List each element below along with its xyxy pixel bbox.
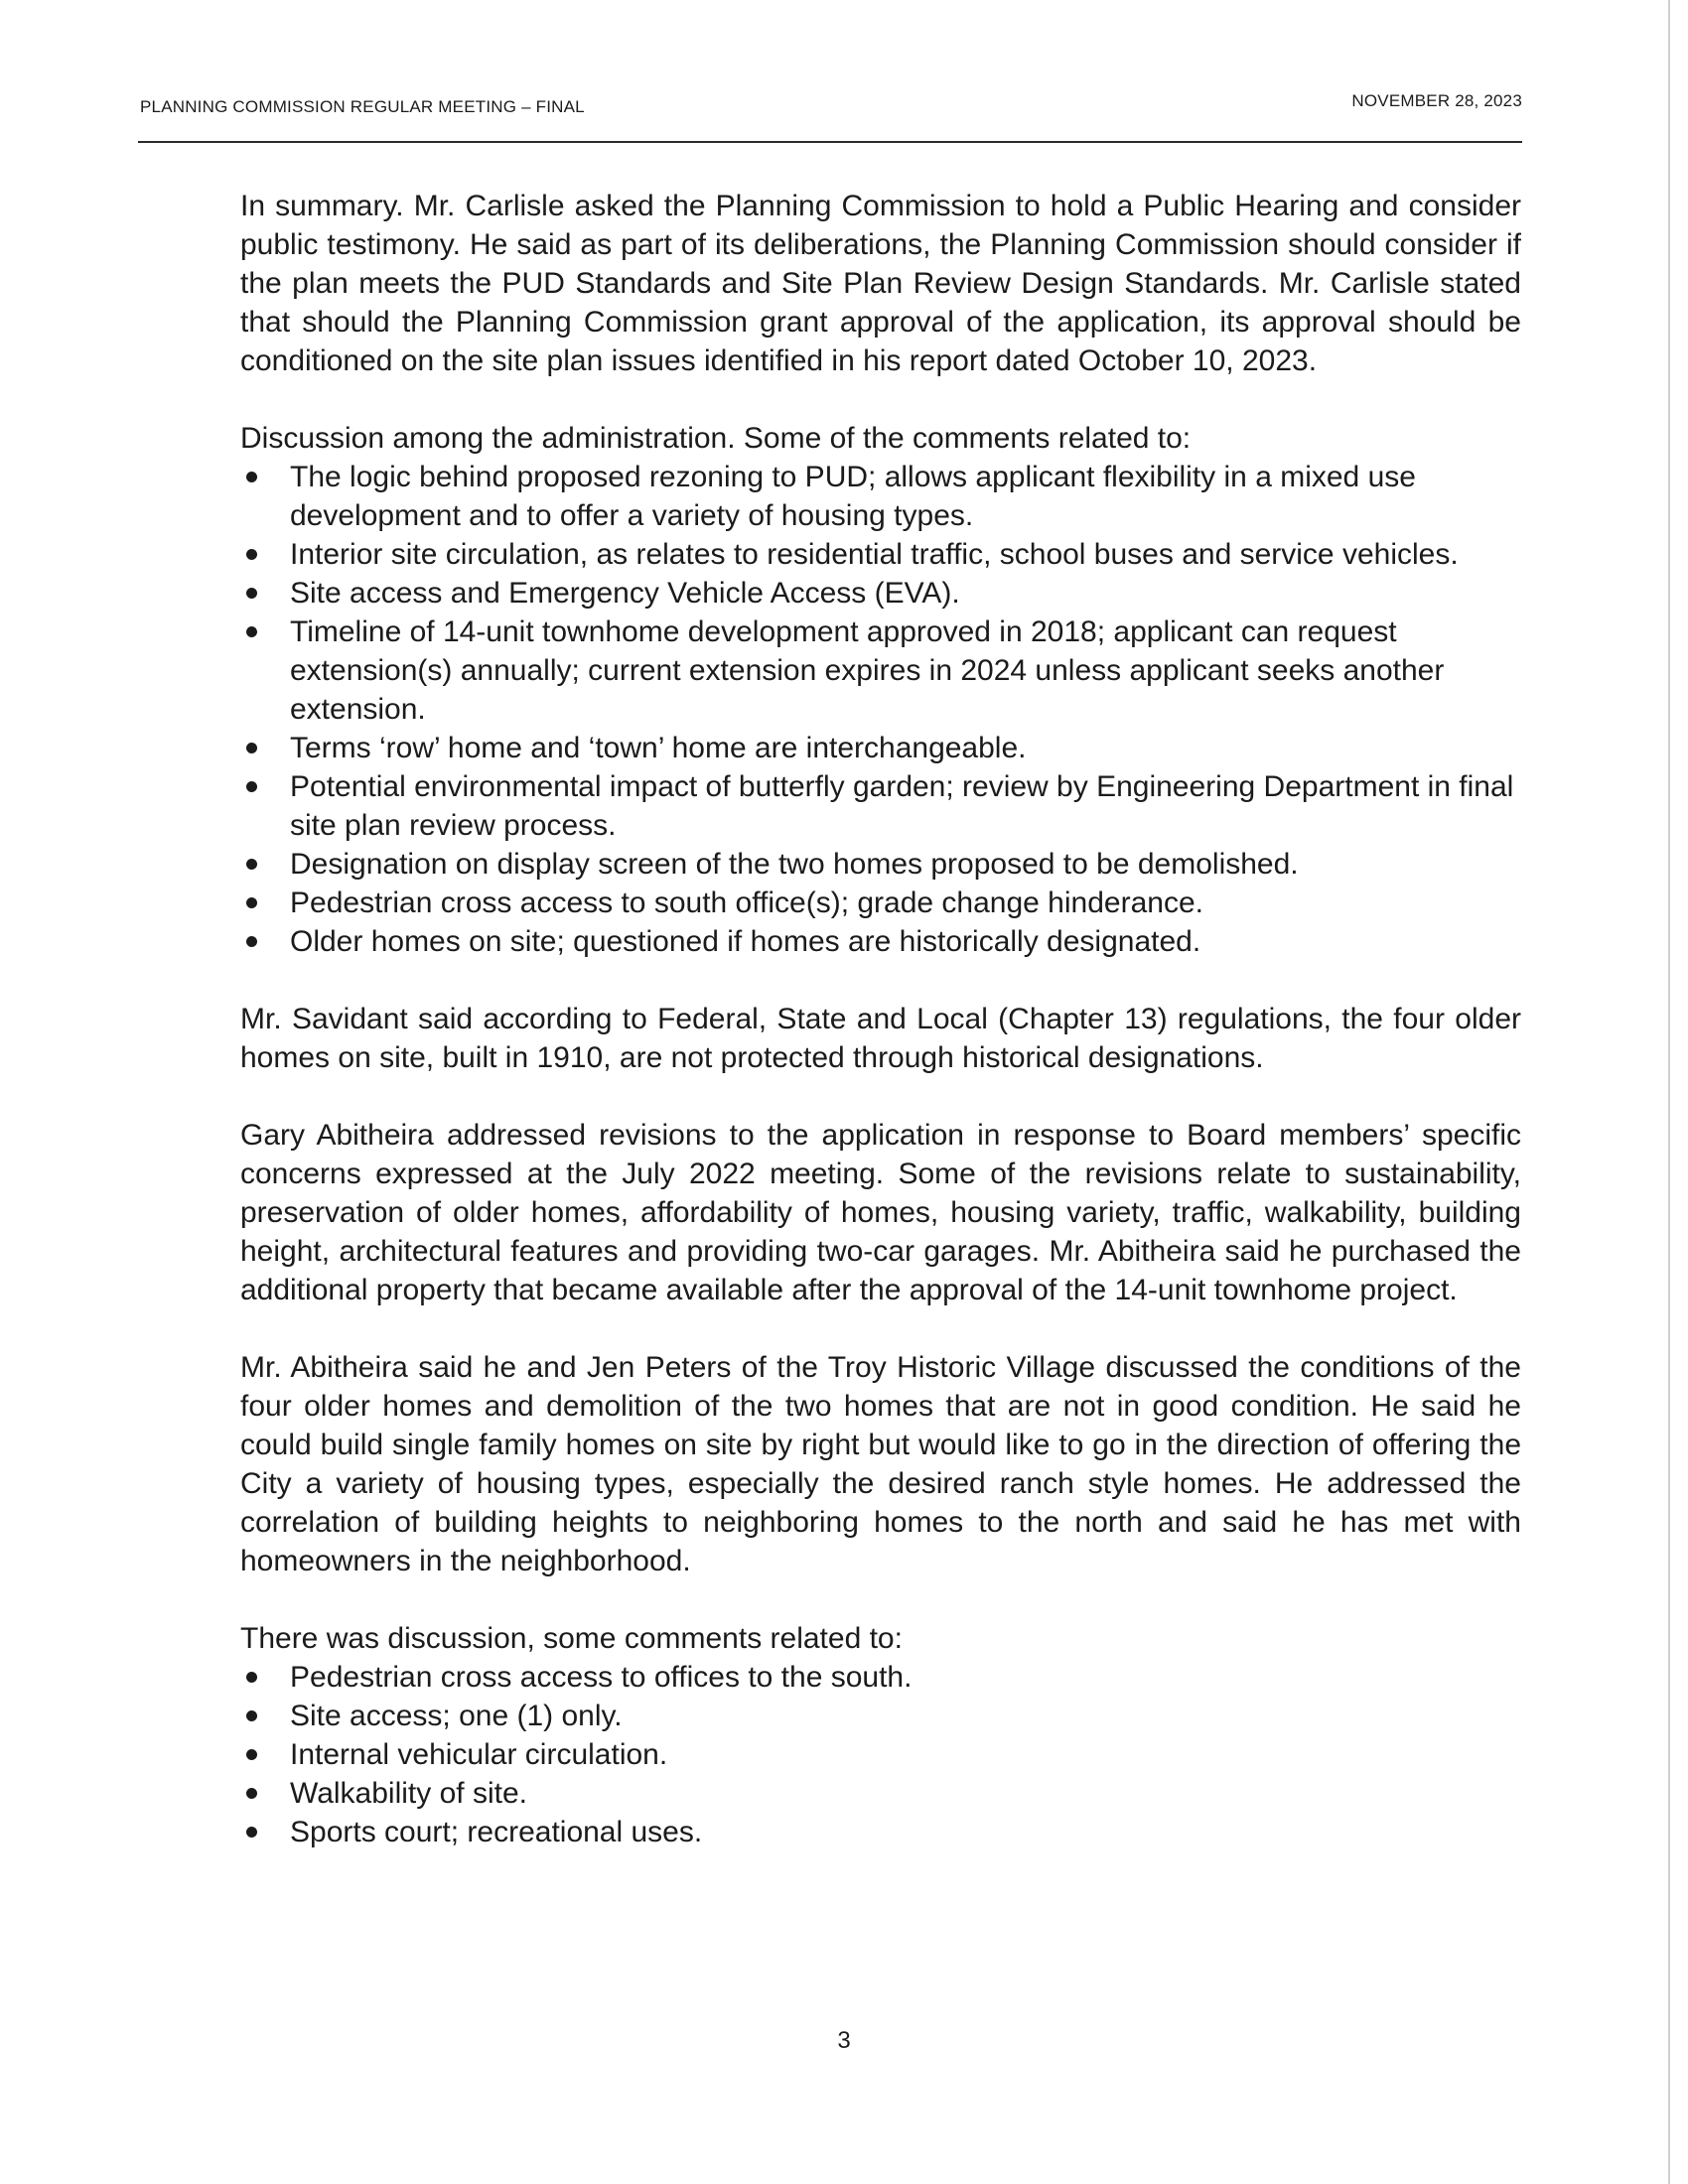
bullet-icon [246, 588, 257, 599]
summary-paragraph: In summary. Mr. Carlisle asked the Planning Commission to hold a Public Hearing and consider public testimony. He said as part of its deliberations, the Planning Commission should consider if the plan meets the PUD Standards and Site Plan Review Design Standards. Mr. Carlisle stated that should the Planning Commission grant approval of the application, its approval should be conditioned on the site plan issues identified in his report dated October 10, 2023. [240, 190, 1521, 377]
bullet-icon [246, 626, 257, 637]
list-item-text: Timeline of 14-unit townhome development approved in 2018; applicant can request extension(s) annually; current extension expires in 2024 unless applicant seeks another extension. [290, 615, 1445, 726]
list-item [240, 574, 1521, 613]
list-item [240, 1813, 1521, 1851]
list-item-text: Potential environmental impact of butterfly garden; review by Engineering Department in final site plan review process. [290, 770, 1514, 842]
list-item [240, 458, 1521, 535]
page-number: 3 [837, 2027, 851, 2054]
bullet-icon [246, 936, 257, 947]
administration-comments-list [240, 458, 1521, 961]
list-item [240, 884, 1521, 922]
list-item [240, 613, 1521, 729]
bullet-icon [246, 1788, 257, 1799]
bullet-icon [246, 1710, 257, 1721]
bullet-icon [246, 1749, 257, 1760]
savidant-paragraph: Mr. Savidant said according to Federal, State and Local (Chapter 13) regulations, the four older homes on site, built in 1910, are not protected through historical designations. [240, 1003, 1521, 1074]
meeting-title: PLANNING COMMISSION REGULAR MEETING – FINAL [140, 97, 585, 116]
list-item-text: Terms ‘row’ home and ‘town’ home are interchangeable. [290, 732, 1027, 764]
list-item-text: Pedestrian cross access to south office(s); grade change hinderance. [290, 887, 1203, 919]
list-item-text: Walkability of site. [290, 1777, 527, 1810]
abitheira-revisions-paragraph: Gary Abitheira addressed revisions to the application in response to Board members’ specific concerns expressed at the July 2022 meeting. Some of the revisions relate to sustainability, preservation of older homes, affordability of homes, housing variety, traffic, walkability, building height, architectural features and providing two-car garages. Mr. Abitheira said he purchased the additional property that became available after the approval of the 14-unit townhome project. [240, 1119, 1521, 1306]
list-item-text: Pedestrian cross access to offices to the south. [290, 1661, 913, 1694]
bullet-icon [246, 549, 257, 560]
bullet-icon [246, 472, 257, 482]
discussion-comments-list [240, 1658, 1521, 1851]
list-item-text: Older homes on site; questioned if homes are historically designated. [290, 925, 1201, 958]
page-header [138, 91, 1522, 143]
list-item [240, 767, 1521, 845]
list-item [240, 1658, 1521, 1697]
list-item-text: Designation on display screen of the two homes proposed to be demolished. [290, 848, 1299, 881]
list-item-text: Interior site circulation, as relates to residential traffic, school buses and service vehicles. [290, 538, 1459, 571]
list-item-text: Sports court; recreational uses. [290, 1816, 703, 1848]
list-item-text: Internal vehicular circulation. [290, 1738, 668, 1771]
document-body [240, 187, 1521, 1890]
list-item-text: Site access and Emergency Vehicle Access (EVA). [290, 577, 960, 610]
list-item-text: The logic behind proposed rezoning to PUD; allows applicant flexibility in a mixed use development and to offer a variety of housing types. [290, 461, 1416, 532]
administration-discussion-intro: Discussion among the administration. Some of the comments related to: [240, 422, 1192, 455]
abitheira-homes-paragraph: Mr. Abitheira said he and Jen Peters of the Troy Historic Village discussed the conditions of the four older homes and demolition of the two homes that are not in good condition. He said he could build single family homes on site by right but would like to go in the direction of offering the City a variety of housing types, especially the desired ranch style homes. He addressed the correlation of building heights to neighboring homes to the north and said he has met with homeowners in the neighborhood. [240, 1351, 1521, 1577]
bullet-icon [246, 743, 257, 753]
list-item [240, 845, 1521, 884]
list-item-text: Site access; one (1) only. [290, 1700, 623, 1732]
meeting-date: NOVEMBER 28, 2023 [1351, 91, 1522, 110]
bullet-icon [246, 1672, 257, 1683]
list-item [240, 1774, 1521, 1813]
bullet-icon [246, 781, 257, 792]
list-item [240, 729, 1521, 767]
discussion-intro: There was discussion, some comments related to: [240, 1622, 903, 1655]
page-edge [1668, 0, 1670, 2184]
list-item [240, 1697, 1521, 1735]
list-item [240, 922, 1521, 961]
bullet-icon [246, 897, 257, 908]
bullet-icon [246, 859, 257, 870]
list-item [240, 535, 1521, 574]
bullet-icon [246, 1827, 257, 1838]
list-item [240, 1735, 1521, 1774]
